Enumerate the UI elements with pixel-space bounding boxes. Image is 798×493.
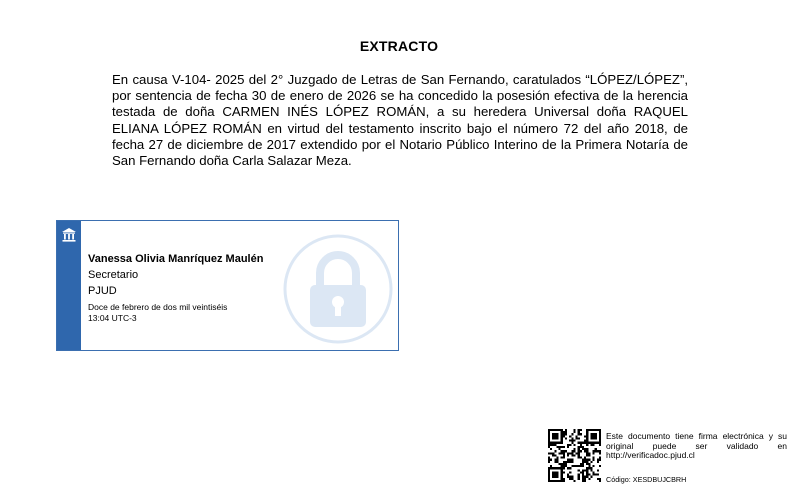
qr-code-icon bbox=[548, 429, 601, 482]
signer-name: Vanessa Olivia Manríquez Maulén bbox=[88, 253, 264, 265]
document-title: EXTRACTO bbox=[359, 38, 439, 54]
extract-body: En causa V-104- 2025 del 2° Juzgado de Letras de San Fernando, caratulados “LÓPEZ/LÓPEZ”, por sentencia de fecha 30 de enero de 2026 se ha concedido la posesión efectiva de la herencia testada de doña CARMEN INÉS LÓPEZ ROMÁN, a su heredera Universal doña RAQUEL ELIANA LÓPEZ ROMÁN en virtud del testamento inscrito bajo el número 72 del año 2018, de fecha 27 de diciembre de 2017 extendido por el Notario Público Interino de la Primera Notaría de San Fernando doña Carla Salazar Meza. bbox=[112, 72, 688, 169]
verification-text: Este documento tiene firma electrónica y su original puede ser validado en http://verificadoc.pjud.cl bbox=[606, 431, 787, 461]
signature-time: 13:04 UTC-3 bbox=[88, 313, 137, 323]
signature-box bbox=[56, 220, 399, 351]
lock-icon bbox=[282, 233, 394, 345]
signature-date: Doce de febrero de dos mil veintiséis bbox=[88, 302, 228, 312]
signer-role: Secretario bbox=[88, 269, 139, 281]
signature-sidebar bbox=[57, 221, 81, 350]
verification-code: Código: XESDBUJCBRH bbox=[606, 475, 687, 484]
signer-organization: PJUD bbox=[88, 285, 117, 297]
courthouse-icon bbox=[61, 227, 77, 243]
